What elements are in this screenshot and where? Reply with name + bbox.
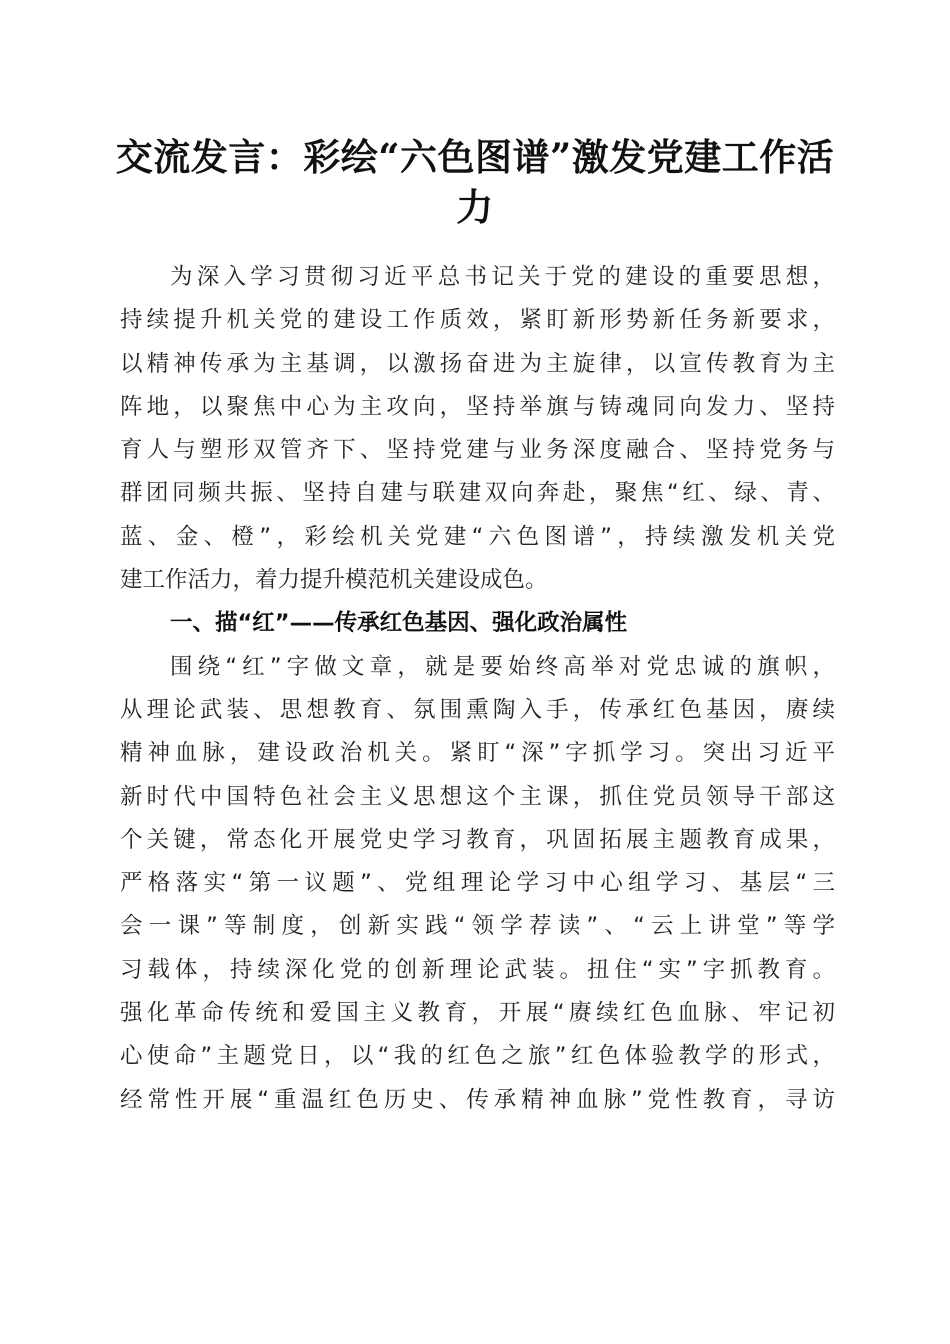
paragraph-line: 育人与塑形双管齐下、坚持党建与业务深度融合、坚持党务与: [120, 437, 835, 464]
paragraph-line: 建工作活力，着力提升模范机关建设成色。: [120, 567, 548, 594]
paragraph-line: 为深入学习贯彻习近平总书记关于党的建设的重要思想，: [170, 264, 835, 290]
paragraph-line: 个关键，常态化开展党史学习教育，巩固拓展主题教育成果，: [120, 826, 835, 853]
paragraph-line: 经常性开展“重温红色历史、传承精神血脉”党性教育，寻访: [120, 1086, 835, 1113]
paragraph-line: 以精神传承为主基调，以激扬奋进为主旋律，以宣传教育为主: [120, 350, 835, 377]
paragraph-line: 持续提升机关党的建设工作质效，紧盯新形势新任务新要求，: [120, 307, 835, 334]
paragraph-line: 习载体，持续深化党的创新理论武装。扭住“实”字抓教育。: [120, 956, 835, 983]
paragraph-line: 精神血脉，建设政治机关。紧盯“深”字抓学习。突出习近平: [120, 740, 835, 767]
paragraph-line: 蓝、金、橙”，彩绘机关党建“六色图谱”，持续激发机关党: [120, 523, 835, 550]
paragraph-line: 心使命”主题党日，以“我的红色之旅”红色体验教学的形式，: [120, 1043, 835, 1070]
paragraph-line: 围绕“红”字做文章，就是要始终高举对党忠诚的旗帜，: [170, 653, 835, 680]
paragraph-line: 新时代中国特色社会主义思想这个主课，抓住党员领导干部这: [120, 783, 835, 810]
paragraph-line: 严格落实“第一议题”、党组理论学习中心组学习、基层“三: [120, 870, 835, 897]
document-body: [120, 256, 835, 1122]
paragraph-line: 从理论武装、思想教育、氛围熏陶入手，传承红色基因，赓续: [120, 696, 835, 723]
paragraph-line: 会一课”等制度，创新实践“领学荐读”、“云上讲堂”等学: [120, 913, 835, 940]
document-title: 交流发言：彩绘“六色图谱”激发党建工作活力: [115, 135, 835, 229]
paragraph-line: 强化革命传统和爱国主义教育，开展“赓续红色血脉、牢记初: [120, 1000, 835, 1027]
paragraph-line: 群团同频共振、坚持自建与联建双向奔赴，聚焦“红、绿、青、: [120, 480, 835, 507]
paragraph-line: 阵地，以聚焦中心为主攻向，坚持举旗与铸魂同向发力、坚持: [120, 393, 835, 420]
section-heading: 一、描“红”——传承红色基因、强化政治属性: [170, 610, 628, 637]
